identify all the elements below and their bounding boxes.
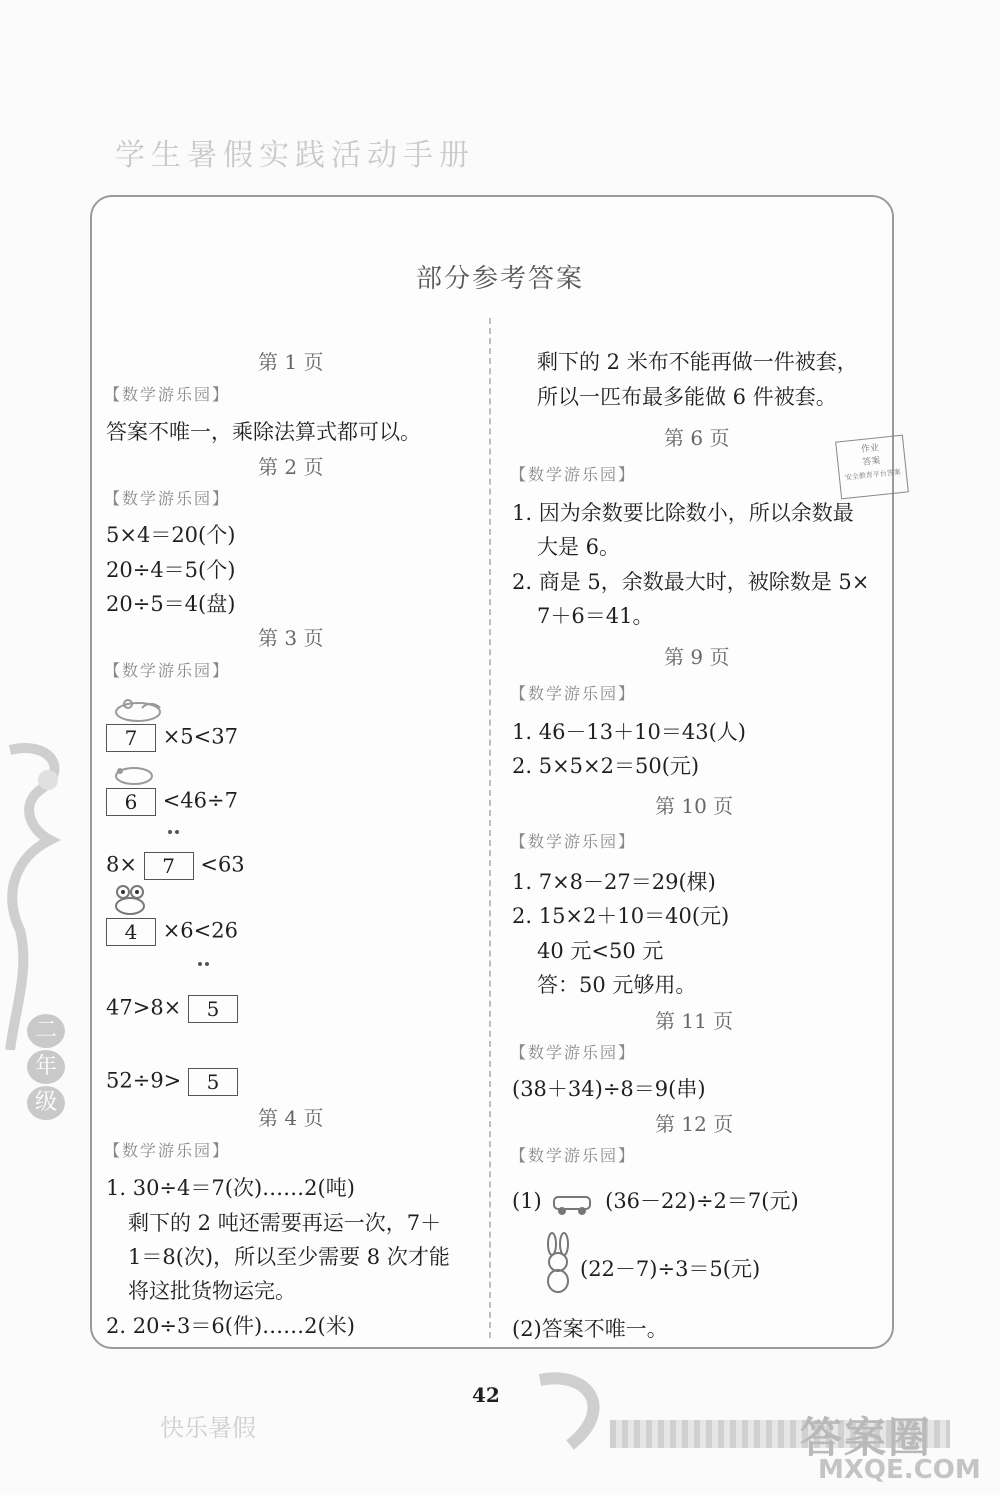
answer-line: (1) (36－22)÷2＝7(元)	[512, 1185, 799, 1217]
footer-faint-text: 快乐暑假	[160, 1414, 256, 1442]
answer-box: 5	[188, 1068, 238, 1096]
page-1-heading: 第 1 页	[258, 350, 324, 374]
answer-line: 20÷5＝4(盘)	[106, 592, 236, 616]
header-faint-title	[30, 78, 930, 118]
compare-row: 4 ×6<26	[106, 918, 238, 946]
answer-line: 1＝8(次)，所以至少需要 8 次才能	[128, 1245, 450, 1269]
answer-line: (2)答案不唯一。	[512, 1317, 668, 1341]
section-tag: 【数学游乐园】	[510, 1043, 637, 1062]
answer-box: 4	[106, 918, 156, 946]
eyes-icon	[166, 828, 182, 836]
answer-line: 5×4＝20(个)	[106, 523, 236, 547]
section-tag: 【数学游乐园】	[104, 385, 231, 404]
section-tag: 【数学游乐园】	[510, 832, 637, 851]
wave-decoration	[0, 730, 80, 1050]
page-6-heading: 第 6 页	[664, 426, 730, 450]
column-divider	[489, 318, 491, 1338]
page-12-heading: 第 12 页	[655, 1112, 734, 1136]
answer-line: 剩下的 2 米布不能再做一件被套，	[537, 350, 858, 374]
answer-line: 2. 20÷3＝6(件)……2(米)	[106, 1314, 355, 1338]
section-tag: 【数学游乐园】	[104, 489, 231, 508]
page-number: 42	[472, 1383, 500, 1407]
cartoon-frog-icon	[112, 884, 148, 916]
compare-row: 8× 7 <63	[106, 852, 245, 878]
page-2-heading: 第 2 页	[258, 455, 324, 479]
answer-line: 2. 商是 5，余数最大时，被除数是 5×	[512, 570, 870, 594]
answer-line: 剩下的 2 吨还需要再运一次，7＋	[128, 1211, 442, 1235]
answer-line: 40 元<50 元	[537, 939, 664, 963]
page-9-heading: 第 9 页	[664, 645, 730, 669]
section-tag: 【数学游乐园】	[510, 465, 637, 484]
answer-line: 2. 15×2＋10＝40(元)	[512, 904, 730, 928]
compare-row: 47>8× 5	[106, 995, 238, 1023]
answer-line: 1. 7×8－27＝29(棵)	[512, 870, 716, 894]
answer-box: 7	[144, 852, 194, 880]
answer-box: 7	[106, 724, 156, 752]
answer-line: 1. 30÷4＝7(次)……2(吨)	[106, 1176, 355, 1200]
answer-line: 2. 5×5×2＝50(元)	[512, 754, 700, 778]
page-10-heading: 第 10 页	[655, 794, 734, 818]
toy-car-icon	[548, 1189, 598, 1217]
answer-line: 1. 46－13＋10＝43(人)	[512, 720, 746, 744]
answer-line: (22－7)÷3＝5(元)	[580, 1257, 761, 1281]
eyes-icon	[196, 960, 212, 968]
rabbit-icon	[538, 1232, 578, 1294]
cartoon-animal-icon	[112, 696, 164, 722]
book-subtitle: 学生暑假实践活动手册	[115, 138, 475, 173]
footer-swoosh	[530, 1370, 620, 1450]
page-title: 部分参考答案	[415, 264, 584, 294]
answer-box: 5	[188, 995, 238, 1023]
answer-line: 答案不唯一，乘除法算式都可以。	[106, 420, 421, 444]
answer-line: 所以一匹布最多能做 6 件被套。	[537, 385, 837, 409]
section-tag: 【数学游乐园】	[510, 684, 637, 703]
answer-line: 1. 因为余数要比除数小，所以余数最	[512, 501, 854, 525]
cartoon-turtle-icon	[112, 762, 156, 786]
compare-row: 7 ×5<37	[106, 724, 238, 752]
compare-row: 6 <46÷7	[106, 788, 238, 816]
page-11-heading: 第 11 页	[655, 1009, 734, 1033]
answer-line: 答：50 元够用。	[537, 973, 697, 997]
answer-line: (38＋34)÷8＝9(串)	[512, 1077, 706, 1101]
compare-row: 52÷9> 5	[106, 1068, 238, 1096]
answer-line: 大是 6。	[537, 535, 621, 559]
answer-box: 6	[106, 788, 156, 816]
section-tag: 【数学游乐园】	[104, 1141, 231, 1160]
section-tag: 【数学游乐园】	[104, 661, 231, 680]
answer-line: 20÷4＝5(个)	[106, 558, 236, 582]
watermark-url: MXQE.COM	[818, 1455, 981, 1485]
grade-badge: 二 年 级	[24, 1012, 68, 1122]
section-tag: 【数学游乐园】	[510, 1146, 637, 1165]
watermark-logo: 答案圈	[800, 1413, 933, 1462]
answer-line: 7＋6＝41。	[537, 604, 654, 628]
answer-line: 将这批货物运完。	[128, 1279, 296, 1303]
stamp: 作业 答案 安全教育平台答案	[835, 435, 909, 500]
page-3-heading: 第 3 页	[258, 626, 324, 650]
page-4-heading: 第 4 页	[258, 1106, 324, 1130]
